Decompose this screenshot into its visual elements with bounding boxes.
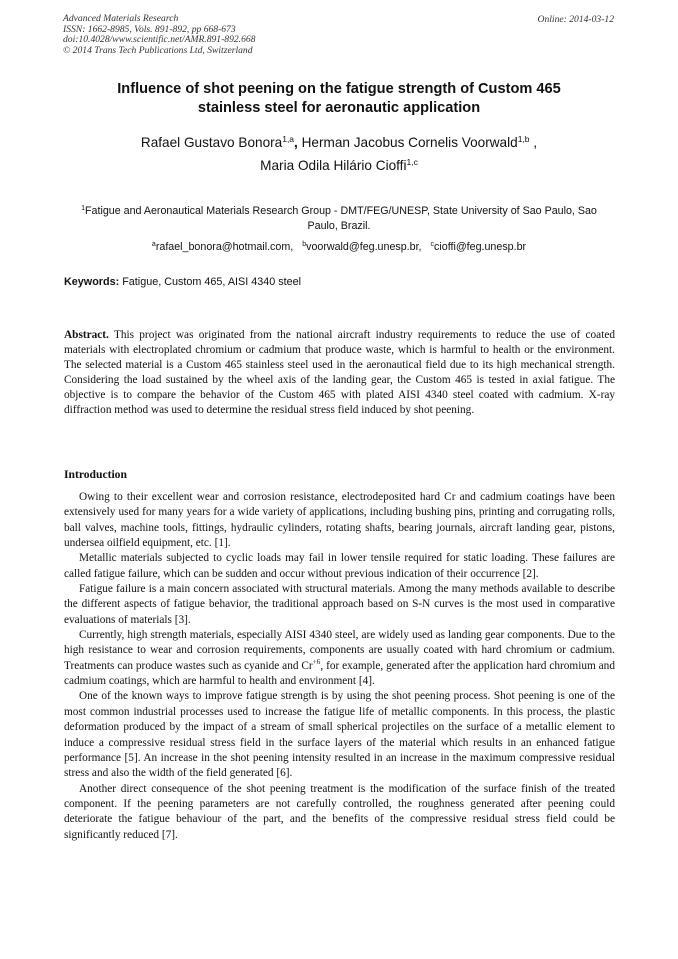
author-name: Rafael Gustavo Bonora (140, 135, 283, 150)
keywords (64, 275, 616, 290)
chromium-valence-sup: +6 (312, 657, 321, 666)
email-link[interactable]: voorwald@feg.unesp.br, (306, 241, 422, 253)
paragraph: Metallic materials subjected to cyclic loads may fail in lower tensile required for static loading. These failures are called fatigue failure, which can be sudden and occur without previous indication of their occurrence [2]. (64, 552, 615, 580)
email-sup: a (151, 241, 156, 248)
section-heading-introduction: Introduction (64, 468, 127, 481)
paragraph: One of the known ways to improve fatigue strength is by using the shot peening process. Shot peening is one of the most common industrial processes used to increase the fatigue life of metallic components. In this process, the plastic deformation produced by the impact of a stream of small spherical projectiles on the surface of a metallic element to induce a compressive residual stress field in the surface layers of the material which results in an enhanced fatigue performance [5]. An increase in the shot peening intensity resulted in an increase in the maximum compressive residual stress and also the width of the field generated [6]. (64, 690, 615, 780)
copyright-line: © 2014 Trans Tech Publications Ltd, Switzerland (63, 44, 253, 56)
journal-header (63, 14, 255, 56)
email-link[interactable]: cioffi@feg.unesp.br (434, 241, 527, 253)
abstract-text: This project was originated from the national aircraft industry requirements to reduce the use of coated materials with electroplated chromium or cadmium that produce waste, which is harmful to health or the environment. The selected material is a Custom 465 stainless steel used in the aeronautical field due to its high mechanical strength. Considering the load sustained by the wheel axis of the landing gear, the Custom 465 is tested in axial fatigue. The objective is to compare the behavior of the Custom 465 with plated AISI 4340 steel coated with cadmium. X-ray diffraction method was used to determine the residual stress field induced by shot peening. (64, 329, 616, 417)
affiliation-text: Fatigue and Aeronautical Materials Research Group - DMT/FEG/UNESP, State University of Sao Paulo, Sao Paulo, Brazil. (85, 205, 597, 232)
online-date: Online: 2014-03-12 (537, 14, 614, 25)
author-separator: , (294, 135, 298, 150)
paragraph: Owing to their excellent wear and corrosion resistance, electrodeposited hard Cr and cadmium coatings have been extensively used for many years for a wide variety of applications, including bushing pins, printing and corrugating rolls, ball valves, machine tools, fittings, hydraulic cylinders, rotating shafts, bearing journals, aircraft landing gear, pistons, undersea oilfield equipment, etc. [1]. (64, 491, 615, 550)
paragraph-text: Currently, high strength materials, especially AISI 4340 steel, are widely used as landing gear components. Due to the high resistance to wear and corrosion requirements, components are usually coated with hard chromium or cadmium. Treatments can produce wastes such as cyanide and Cr (64, 629, 615, 672)
abstract (64, 328, 615, 419)
introduction-body (64, 490, 615, 843)
title-line-2: stainless steel for aeronautic application (197, 99, 481, 116)
author-name: Maria Odila Hilário Cioffi (260, 158, 407, 173)
author-name: Herman Jacobus Cornelis Voorwald (301, 135, 518, 150)
author-affil-sup: 1,b (517, 134, 530, 144)
author-list (60, 131, 618, 177)
paragraph (64, 628, 615, 689)
paper-title (90, 80, 588, 117)
author-line-1 (60, 131, 618, 154)
abstract-label: Abstract. (64, 329, 109, 341)
keywords-text: Fatigue, Custom 465, AISI 4340 steel (122, 276, 302, 288)
affiliation-sup: 1 (81, 205, 86, 212)
email-list (70, 240, 608, 255)
keywords-label: Keywords: (64, 276, 120, 288)
author-affil-sup: 1,a (282, 134, 295, 144)
author-separator: , (533, 135, 538, 150)
email-link[interactable]: rafael_bonora@hotmail.com, (155, 241, 294, 253)
author-line-2 (60, 154, 618, 177)
issn-line: ISSN: 1662-8985, Vols. 891-892, pp 668-673 (63, 23, 236, 35)
paragraph-text: , for example, generated after the application hard chromium and cadmium coatings, which are harmful to health and environment [4]. (64, 659, 615, 688)
doi-line[interactable]: doi:10.4028/www.scientific.net/AMR.891-892.668 (63, 34, 256, 46)
email-sup: c (430, 241, 435, 248)
paragraph: Another direct consequence of the shot peening treatment is the modification of the surface finish of the treated component. If the peening parameters are not carefully controlled, the roughness generated after peening could deteriorate the fatigue behaviour of the part, and the benefits of the compressive residual stress field could be significantly reduced [7]. (64, 782, 615, 841)
journal-name: Advanced Materials Research (63, 13, 179, 24)
author-affil-sup: 1,c (406, 157, 418, 167)
email-sup: b (302, 241, 307, 248)
title-line-1: Influence of shot peening on the fatigue strength of Custom 465 (117, 81, 561, 97)
paragraph: Fatigue failure is a main concern associated with structural materials. Among the many methods available to describe the different aspects of fatigue behavior, the traditional approach based on S-N curves is the most used in comparative evaluations of materials [3]. (64, 583, 615, 626)
affiliation (70, 204, 608, 234)
